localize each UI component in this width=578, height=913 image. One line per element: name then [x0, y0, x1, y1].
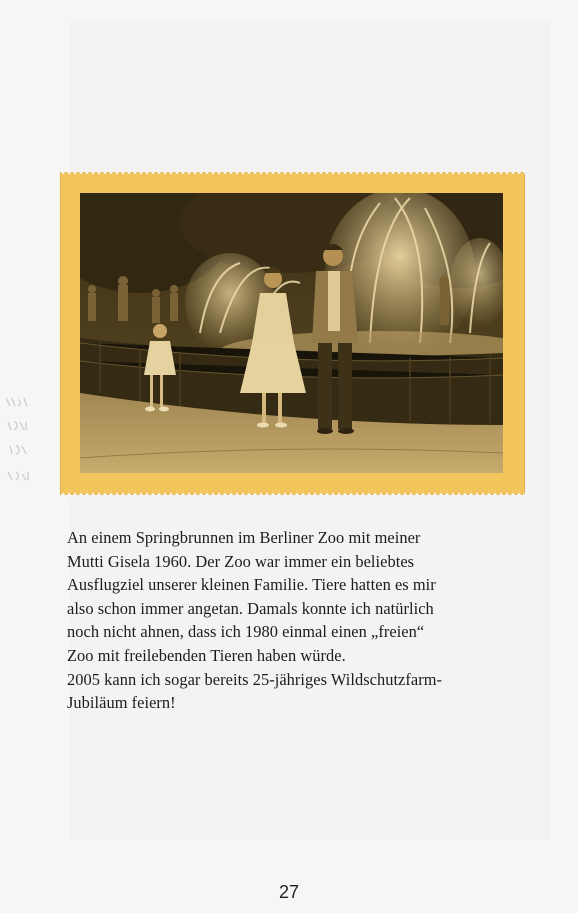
- caption-line: 2005 kann ich sogar bereits 25-jähriges Wildschutzfarm-: [67, 669, 443, 689]
- caption-line: noch nicht ahnen, dass ich 1980 einmal einen „freien“: [67, 622, 425, 642]
- photo-caption: [67, 526, 527, 715]
- bleed-through-text: [0, 392, 34, 502]
- vintage-photo-icon: [80, 193, 503, 473]
- photo-frame: [60, 172, 525, 495]
- caption-line: Ausflugziel unserer kleinen Familie. Tiere hatten es mir: [67, 575, 436, 595]
- fountain-photo: [80, 193, 503, 473]
- caption-line: Mutti Gisela 1960. Der Zoo war immer ein beliebtes: [67, 551, 415, 571]
- caption-line: Jubiläum feiern!: [67, 693, 176, 713]
- caption-line: Zoo mit freilebenden Tieren haben würde.: [67, 645, 346, 665]
- caption-line: An einem Springbrunnen im Berliner Zoo mit meiner: [67, 528, 421, 547]
- page-number: 27: [278, 882, 300, 902]
- caption-line: also schon immer angetan. Damals konnte ich natürlich: [67, 598, 434, 618]
